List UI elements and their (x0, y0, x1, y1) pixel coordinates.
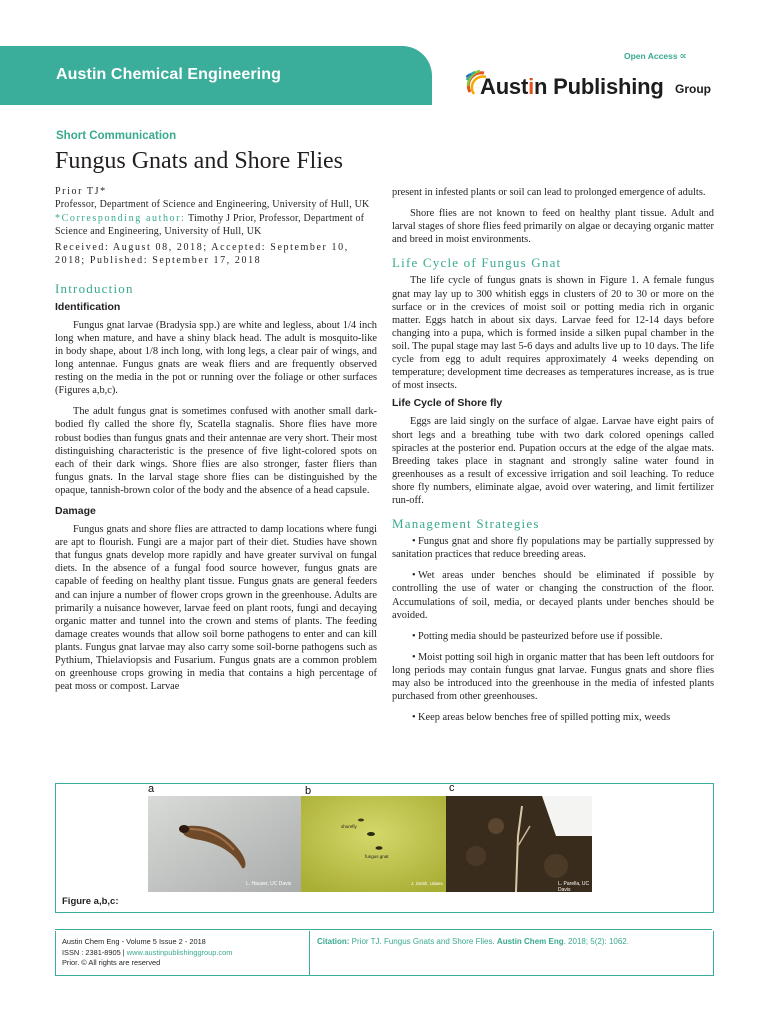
list-item: • Potting media should be pasteurized before use if possible. (412, 630, 663, 642)
right-column (392, 186, 714, 724)
publisher-website-link[interactable]: www.austinpublishinggroup.com (126, 947, 233, 957)
journal-name: Austin Chemical Engineering (56, 66, 281, 83)
bullet-icon: • (412, 651, 416, 663)
article-dates: Received: August 08, 2018; Accepted: September 10, 2018; Published: September 17, 2018 (55, 242, 349, 266)
bullet-icon: • (412, 570, 416, 582)
open-access-text: Open Access (624, 51, 678, 61)
footer-citation: Citation: Prior TJ. Fungus Gnats and Shore Flies. Austin Chem Eng. 2018; 5(2): 1062. (317, 937, 629, 946)
footer-journal-info (62, 937, 232, 969)
figure-tag: shorefly (341, 824, 357, 829)
figure-tag: fungus gnat (365, 854, 389, 859)
article-type: Short Communication (56, 130, 177, 142)
paragraph: Fungus gnats and shore flies are attracted to damp locations where fungi are apt to flourish. Fungi are a major part of their diet. Studies have shown that fungus gnats develop more rapidly and have greater survival on fungal diets. In the absence of a fungal food source however, fungus gnats are capable of feeding on healthy plant tissue. Fungus gnats are general feeders and can injure a number of flower crops grown in the greenhouse. Adults are primarily a nuisance however, larvae feed on plant roots, fungi and decaying organic matter and tunnel into the crown and stems of plants. The feeding damage creates wounds that allow soil borne pathogens to enter and can kill plants. Fungus gnat larvae may also carry some soil-borne pathogens such as Pythium, Thielaviopsis and Fusarium. Fungus gnats are a common problem on greenhouse crops growing in media that contains a high percentage of peat moss or compost. Larvae (55, 524, 377, 693)
list-item: • Fungus gnat and shore fly populations may be partially suppressed by sanitation practices that reduce breeding areas. (392, 536, 714, 561)
paragraph: Eggs are laid singly on the surface of algae. Larvae have eight pairs of short legs and a breathing tube with two dark colored openings called spiracles at the posterior end. Pupation occurs at the edge of the algae mats. Breeding takes place in stagnant and strongly saline water found in greenhouses as a result of excessive irrigation and soil leaching. To reduce shore fly numbers, eliminate algae, avoid over watering, and limit fertilizer run-off. (392, 416, 714, 506)
life-cycle-heading: Life Cycle of Fungus Gnat (392, 255, 562, 271)
figure-image-c (446, 796, 592, 892)
publisher-group: Group (675, 82, 711, 96)
footer-issn: ISSN : 2381-8905 | www.austinpublishinggroup.com (62, 947, 233, 957)
footer-copyright: Prior. © All rights are reserved (62, 958, 161, 967)
bullet-icon: • (412, 712, 416, 724)
figure-label-c: c (449, 782, 455, 794)
figure-caption: Figure a,b,c: (62, 896, 119, 907)
introduction-heading: Introduction (55, 280, 134, 296)
open-access-label[interactable] (624, 51, 687, 62)
paragraph: Shore flies are not known to feed on healthy plant tissue. Adult and larval stages of shore flies feed primarily on algae or decaying organic matter and breed in moist environments. (392, 208, 714, 246)
list-item: • Wet areas under benches should be eliminated if possible by controlling the use of water or changing the construction of the floor. Accumulations of soil, media, or decayed plants under benches should be avoided. (392, 570, 714, 621)
figure-credit: L. Parella, UC Davis (558, 881, 590, 892)
management-heading: Management Strategies (392, 516, 540, 532)
figure-label-b: b (305, 785, 312, 797)
article-title: Fungus Gnats and Shore Flies (55, 148, 343, 174)
paragraph: Fungus gnat larvae (Bradysia spp.) are white and legless, about 1/4 inch long when mature, and have a shiny black head. The adult is mosquito-like in body shape, about 1/8 inch long, with long legs, a clear pair of wings, and long antennae. Fungus gnats are weak fliers and are frequently observed resting on the media in the pot or running over the foliage or other surfaces (Figures a,b,c). (55, 319, 377, 397)
paragraph: present in infested plants or soil can lead to prolonged emergence of adults. (392, 187, 706, 198)
paragraph: The adult fungus gnat is sometimes confused with another small dark-bodied fly called the shore fly, Scatella stagnalis. Shore flies have more robust bodies than fungus gnats and their antennae are very short. Their most distinguishing characteristic is the presence of five light-colored spots on each of their dark wings. Shore flies are also stronger, faster fliers than fungus gnats. In the larval stage shore flies can be distinguished by the opaque, tannish-brown color of the body and the absence of a head capsule. (55, 406, 377, 496)
footer-volume: Austin Chem Eng - Volume 5 Issue 2 - 2018 (62, 937, 206, 946)
shore-fly-heading: Life Cycle of Shore fly (392, 397, 503, 410)
footer-divider-line (55, 929, 712, 930)
figure-credit: J. Smith, Udaes (411, 881, 443, 886)
corresponding-author: *Corresponding author: Timothy J Prior, Professor, Department of Science and Engineering, University of Hull, UK (55, 213, 365, 237)
figure-image-b (301, 796, 446, 892)
identification-heading: Identification (55, 300, 121, 313)
footer-column-divider (309, 931, 310, 975)
author-affiliation: Professor, Department of Science and Engineering, University of Hull, UK (55, 198, 370, 210)
paragraph: The life cycle of fungus gnats is shown in Figure 1. A female fungus gnat may lay up to 300 whitish eggs in clusters of 20 to 30 or more on the surface or in the crevices of moist soil or potting media rich in organic matter. Eggs hatch in about six days. Larvae feed for 12-14 days before changing into a pupa, which is formed inside a silken pupal chamber in the soil. The pupal stage may last 5-6 days and adults live up to 10 days. The life cycle from egg to adult requires approximately 4 weeks depending on temperature; development time decreases as temperatures increase, as is true of most insects. (392, 275, 714, 392)
author-name: Prior TJ* (55, 186, 107, 197)
bullet-icon: • (412, 630, 416, 642)
figure-label-a: a (148, 783, 155, 795)
figure-image-a (148, 796, 301, 892)
bullet-icon: • (412, 536, 416, 548)
left-column (55, 186, 377, 693)
damage-heading: Damage (55, 504, 96, 517)
open-lock-icon: ∝ (679, 51, 687, 62)
publisher-logo (466, 68, 716, 106)
list-item: • Moist potting soil high in organic matter that has been left outdoors for long periods may contain fungus gnat larvae. Fungus gnats and shore flies may also be introduced into the greenhouse in the media of infested plants purchased from other greenhouses. (392, 651, 714, 703)
figure-credit: L. Hauser, UC Davis (246, 881, 292, 887)
publisher-name: Austin Publishing (480, 74, 664, 99)
list-item: • Keep areas below benches free of spilled potting mix, weeds (412, 712, 671, 724)
